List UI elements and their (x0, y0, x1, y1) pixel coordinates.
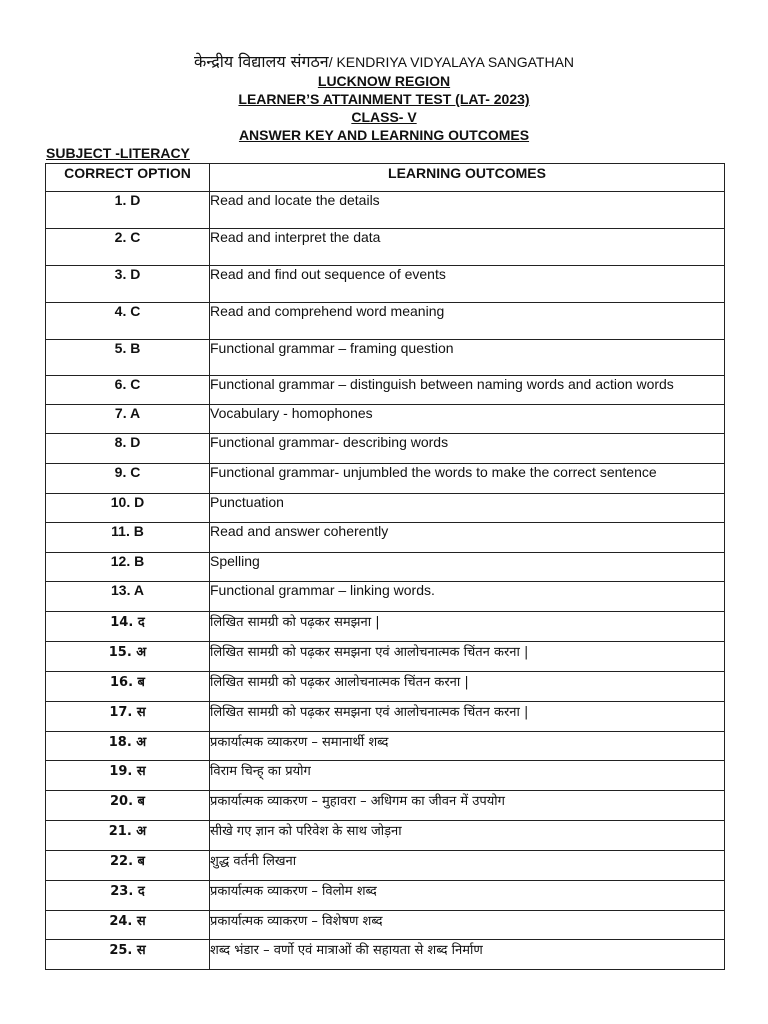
correct-option-cell (46, 791, 210, 821)
learning-outcome-cell: विराम चिन्ह् का प्रयोग (210, 761, 725, 791)
learning-outcome-cell: Read and find out sequence of events (210, 266, 725, 303)
learning-outcome-cell: सीखे गए ज्ञान को परिवेश के साथ जोड़ना (210, 821, 725, 851)
correct-option-text: 1. D (114, 192, 141, 208)
correct-option-text: 14. द (110, 615, 145, 630)
table-row (46, 791, 725, 821)
learning-outcome-cell: लिखित सामग्री को पढ़कर समझना एवं आलोचनात्मक चिंतन करना | (210, 642, 725, 672)
correct-option-cell (46, 340, 210, 376)
learning-outcome-cell: Punctuation (210, 494, 725, 523)
correct-option-cell (46, 523, 210, 553)
table-row (46, 464, 725, 494)
learning-outcome-cell: प्रकार्यात्मक व्याकरण – समानार्थी शब्द (210, 732, 725, 761)
table-row (46, 303, 725, 340)
correct-option-text: 15. अ (108, 645, 147, 660)
correct-option-text: 11. B (111, 523, 144, 539)
test-title: LEARNER’S ATTAINMENT TEST (LAT- 2023) (238, 91, 530, 107)
learning-outcome-cell: Read and locate the details (210, 192, 725, 229)
table-row (46, 702, 725, 732)
correct-option-cell (46, 192, 210, 229)
correct-option-cell (46, 702, 210, 732)
document-title: ANSWER KEY AND LEARNING OUTCOMES (238, 127, 530, 143)
correct-option-text: 6. C (114, 376, 141, 392)
table-row (46, 494, 725, 523)
answer-key-table (45, 163, 725, 970)
correct-option-cell (46, 642, 210, 672)
correct-option-cell (46, 266, 210, 303)
correct-option-text: 3. D (114, 266, 141, 282)
subject-label: SUBJECT -LITERACY (46, 145, 190, 161)
table-row (46, 523, 725, 553)
learning-outcome-cell: Spelling (210, 553, 725, 582)
correct-option-cell (46, 303, 210, 340)
correct-option-text: 2. C (114, 229, 141, 245)
correct-option-text: 13. A (111, 582, 144, 598)
table-row (46, 940, 725, 970)
table-row (46, 376, 725, 405)
table-row (46, 642, 725, 672)
learning-outcome-cell: लिखित सामग्री को पढ़कर आलोचनात्मक चिंतन करना | (210, 672, 725, 702)
correct-option-cell (46, 732, 210, 761)
table-row (46, 582, 725, 612)
table-row (46, 821, 725, 851)
correct-option-cell (46, 405, 210, 434)
correct-option-text: 9. C (114, 464, 141, 480)
correct-option-cell (46, 376, 210, 405)
learning-outcome-cell: Functional grammar- describing words (210, 434, 725, 464)
correct-option-cell (46, 940, 210, 970)
correct-option-text: 4. C (114, 303, 141, 319)
correct-option-cell (46, 464, 210, 494)
table-row (46, 266, 725, 303)
learning-outcome-cell: Vocabulary - homophones (210, 405, 725, 434)
learning-outcome-cell: प्रकार्यात्मक व्याकरण – विलोम शब्द (210, 881, 725, 911)
correct-option-cell (46, 821, 210, 851)
learning-outcome-cell: लिखित सामग्री को पढ़कर समझना | (210, 612, 725, 642)
learning-outcome-cell: शब्द भंडार – वर्णो एवं मात्राओं की सहायता से शब्द निर्माण (210, 940, 725, 970)
table-row (46, 881, 725, 911)
learning-outcome-cell: Read and answer coherently (210, 523, 725, 553)
organization-name-hindi: केन्द्रीय विद्यालय संगठन (193, 52, 329, 71)
correct-option-text: 24. स (109, 914, 146, 929)
learning-outcome-cell: लिखित सामग्री को पढ़कर समझना एवं आलोचनात्मक चिंतन करना | (210, 702, 725, 732)
column-header-learning-outcomes: LEARNING OUTCOMES (210, 164, 725, 192)
table-row (46, 405, 725, 434)
table-row (46, 192, 725, 229)
learning-outcome-cell: प्रकार्यात्मक व्याकरण – विशेषण शब्द (210, 911, 725, 940)
correct-option-text: 12. B (110, 553, 145, 569)
table-row (46, 672, 725, 702)
correct-option-text: 18. अ (108, 735, 147, 750)
correct-option-text: 7. A (114, 405, 141, 421)
correct-option-cell (46, 881, 210, 911)
learning-outcome-cell: Read and comprehend word meaning (210, 303, 725, 340)
table-row (46, 340, 725, 376)
correct-option-cell (46, 612, 210, 642)
correct-option-text: 17. स (109, 705, 146, 720)
region-title: LUCKNOW REGION (317, 73, 451, 89)
table-row (46, 732, 725, 761)
correct-option-cell (46, 911, 210, 940)
correct-option-text: 20. ब (110, 794, 145, 809)
correct-option-text: 21. अ (108, 824, 147, 839)
correct-option-cell (46, 229, 210, 266)
learning-outcome-cell: Functional grammar- unjumbled the words to make the correct sentence (210, 464, 725, 494)
correct-option-text: 23. द (110, 884, 145, 899)
document-header (0, 52, 768, 144)
class-title: CLASS- V (351, 109, 417, 125)
column-header-correct-option: CORRECT OPTION (46, 164, 210, 192)
correct-option-text: 22. ब (110, 854, 145, 869)
correct-option-text: 19. स (109, 764, 146, 779)
learning-outcome-cell: प्रकार्यात्मक व्याकरण – मुहावरा – अधिगम का जीवन में उपयोग (210, 791, 725, 821)
correct-option-text: 25. स (109, 943, 146, 958)
correct-option-cell (46, 672, 210, 702)
learning-outcome-cell: Read and interpret the data (210, 229, 725, 266)
table-row (46, 612, 725, 642)
correct-option-text: 5. B (114, 340, 141, 356)
correct-option-cell (46, 434, 210, 464)
organization-name (0, 52, 768, 72)
correct-option-cell (46, 761, 210, 791)
table-row (46, 851, 725, 881)
correct-option-text: 10. D (110, 494, 145, 510)
organization-name-english: / KENDRIYA VIDYALAYA SANGATHAN (328, 54, 575, 70)
learning-outcome-cell: Functional grammar – distinguish between naming words and action words (210, 376, 725, 405)
correct-option-cell (46, 553, 210, 582)
table-row (46, 911, 725, 940)
table-row (46, 229, 725, 266)
table-row (46, 553, 725, 582)
learning-outcome-cell: Functional grammar – linking words. (210, 582, 725, 612)
correct-option-cell (46, 582, 210, 612)
learning-outcome-cell: Functional grammar – framing question (210, 340, 725, 376)
table-row (46, 761, 725, 791)
correct-option-text: 8. D (114, 434, 141, 450)
correct-option-cell (46, 494, 210, 523)
correct-option-cell (46, 851, 210, 881)
table-header-row (46, 164, 725, 192)
correct-option-text: 16. ब (110, 675, 145, 690)
table-row (46, 434, 725, 464)
learning-outcome-cell: शुद्ध वर्तनी लिखना (210, 851, 725, 881)
